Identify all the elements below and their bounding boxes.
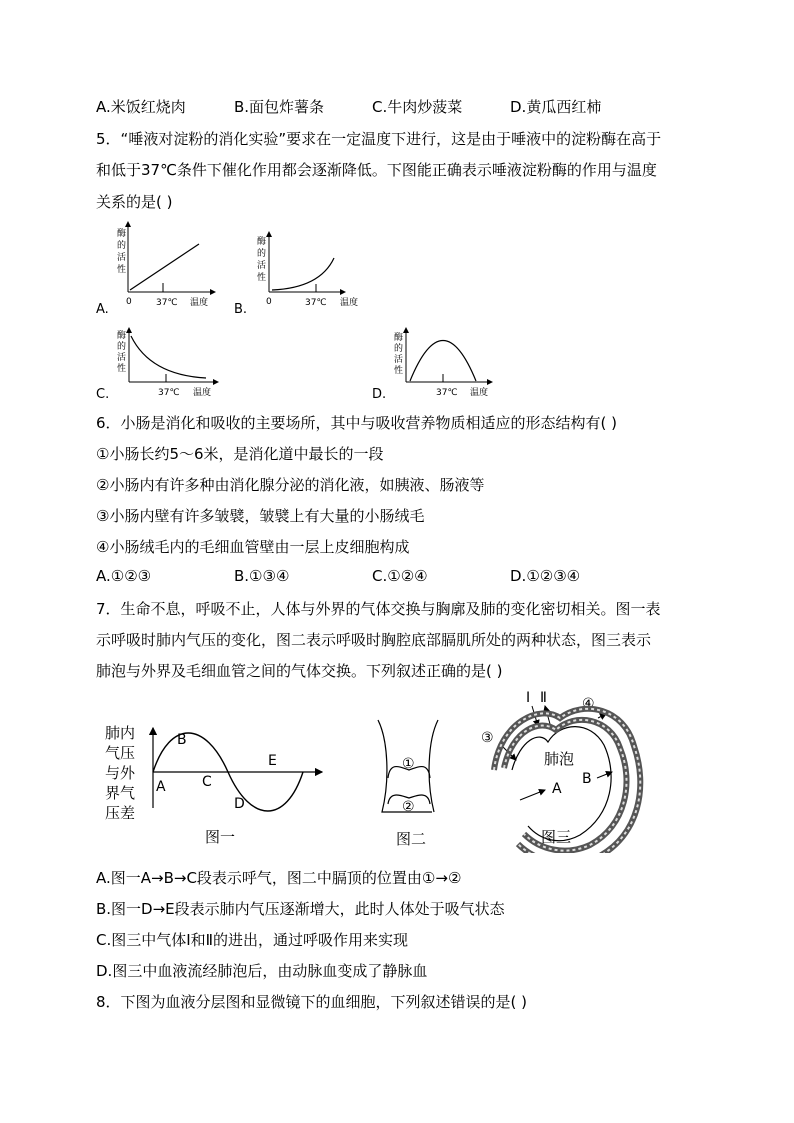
fig1-ylabel-4: 压差 <box>105 804 136 822</box>
fig3-arrow-a: A <box>552 781 562 797</box>
q4-option-d: D.黄瓜西红柿 <box>510 98 602 116</box>
q5-letter-a: A. <box>96 302 109 317</box>
q5-graph-b <box>234 232 358 317</box>
q5-stem-line3: 关系的是( ) <box>96 193 173 211</box>
fig1-ylabel-0: 肺内 <box>105 724 136 742</box>
fig3-caption: 图三 <box>541 828 572 846</box>
fig1-point-b: B <box>177 732 187 748</box>
fig1-caption: 图一 <box>205 828 236 846</box>
q6-stem: 6．小肠是消化和吸收的主要场所，其中与吸收营养物质相适应的形态结构有( ) <box>96 414 618 432</box>
q5-graph-a <box>96 222 215 317</box>
fig3-arrow-b: B <box>582 771 592 787</box>
q5-d-ylabel-1: 的 <box>394 344 404 354</box>
fig3-alveolus-label: 肺泡 <box>544 750 575 768</box>
q5-letter-c: C. <box>96 387 110 402</box>
q7-option-a: A.图一A→B→C段表示呼气，图二中膈顶的位置由①→② <box>96 869 462 887</box>
q4-option-c: C.牛肉炒菠菜 <box>372 98 463 116</box>
q4-option-a: A.米饭红烧肉 <box>96 98 186 116</box>
q6-option-a: A.①②③ <box>96 567 152 585</box>
fig3-gas-1: Ⅰ <box>526 690 531 706</box>
q5-c-ylabel-3: 性 <box>117 364 127 374</box>
q5-d-ylabel-2: 活 <box>394 355 404 365</box>
q7-figure-3 <box>481 690 640 853</box>
q7-option-c: C.图三中气体Ⅰ和Ⅱ的进出，通过呼吸作用来实现 <box>96 931 409 949</box>
fig3-vessel-4: ④ <box>582 696 595 712</box>
q5-c-curve <box>131 336 206 378</box>
q7-option-d: D.图三中血液流经肺泡后，由动脉血变成了静脉血 <box>96 962 428 980</box>
q5-c-ylabel-2: 活 <box>117 353 127 363</box>
q7-stem-line3: 肺泡与外界及毛细血管之间的气体交换。下列叙述正确的是( ) <box>96 662 503 680</box>
fig2-caption: 图二 <box>396 830 427 848</box>
q5-b-ylabel-2: 活 <box>257 261 267 271</box>
fig3-vessel-3: ③ <box>481 730 494 746</box>
q5-a-ylabel-0: 酶 <box>117 229 127 239</box>
q7-stem-line1: 7．生命不息，呼吸不止，人体与外界的气体交换与胸廓及肺的变化密切相关。图一表 <box>96 600 661 618</box>
q5-c-ylabel-1: 的 <box>117 342 127 352</box>
q5-b-origin: 0 <box>266 297 272 307</box>
q5-c-temp: 37℃ <box>158 388 180 398</box>
q6-option-d: D.①②③④ <box>510 567 581 585</box>
q5-b-temp: 37℃ <box>305 298 327 308</box>
q5-b-ylabel-1: 的 <box>257 249 267 259</box>
q5-letter-d: D. <box>372 387 387 402</box>
q5-a-curve <box>130 244 199 290</box>
q5-c-ylabel-0: 酶 <box>117 331 127 341</box>
q5-d-xlabel: 温度 <box>470 388 489 398</box>
q5-b-ylabel-0: 酶 <box>257 237 267 247</box>
fig1-ylabel-2: 与外 <box>105 764 136 782</box>
q7-figure-2 <box>378 720 438 848</box>
fig1-point-e: E <box>268 753 277 769</box>
q5-a-ylabel-1: 的 <box>117 241 127 251</box>
q6-item-3: ③小肠内壁有许多皱襞，皱襞上有大量的小肠绒毛 <box>96 507 425 525</box>
q5-b-xlabel: 温度 <box>340 298 359 308</box>
fig2-label-1: ① <box>402 756 415 772</box>
q7-figures <box>0 688 794 853</box>
q5-stem-line1: 5．“唾液对淀粉的消化实验”要求在一定温度下进行，这是由于唾液中的淀粉酶在高于 <box>96 130 662 148</box>
q6-option-b: B.①③④ <box>234 567 290 585</box>
fig1-point-d: D <box>234 796 245 812</box>
q6-item-4: ④小肠绒毛内的毛细血管壁由一层上皮细胞构成 <box>96 538 410 556</box>
q6-option-c: C.①②④ <box>372 567 428 585</box>
q5-letter-b: B. <box>234 302 248 317</box>
q5-a-ylabel-2: 活 <box>117 253 127 263</box>
q5-a-origin: 0 <box>126 297 132 307</box>
fig1-ylabel-3: 界气 <box>105 784 136 802</box>
fig1-point-a: A <box>156 779 166 795</box>
q5-graph-c <box>96 328 218 402</box>
q5-a-xlabel: 温度 <box>190 298 209 308</box>
q5-a-ylabel-3: 性 <box>117 265 127 275</box>
fig1-point-c: C <box>202 774 212 790</box>
q7-figure-1 <box>105 724 322 846</box>
q5-stem-line2: 和低于37℃条件下催化作用都会逐渐降低。下图能正确表示唾液淀粉酶的作用与温度 <box>96 161 657 179</box>
fig2-label-2: ② <box>402 799 415 815</box>
q5-d-ylabel-3: 性 <box>394 366 404 376</box>
q5-graph-d <box>372 328 492 402</box>
q5-b-ylabel-3: 性 <box>257 273 267 283</box>
fig3-gas-2: Ⅱ <box>540 690 547 706</box>
q5-d-temp: 37℃ <box>436 388 458 398</box>
q5-c-xlabel: 温度 <box>193 388 212 398</box>
q5-d-ylabel-0: 酶 <box>394 333 404 343</box>
q5-graphs <box>0 218 794 408</box>
q5-b-curve <box>272 258 334 290</box>
q8-stem: 8．下图为血液分层图和显微镜下的血细胞，下列叙述错误的是( ) <box>96 993 528 1011</box>
q6-item-2: ②小肠内有许多种由消化腺分泌的消化液，如胰液、肠液等 <box>96 476 485 494</box>
q6-item-1: ①小肠长约5～6米，是消化道中最长的一段 <box>96 445 384 463</box>
q4-option-b: B.面包炸薯条 <box>234 98 325 116</box>
q7-stem-line2: 示呼吸时肺内气压的变化，图二表示呼吸时胸腔底部膈肌所处的两种状态，图三表示 <box>96 631 652 649</box>
q7-option-b: B.图一D→E段表示肺内气压逐渐增大，此时人体处于吸气状态 <box>96 900 505 918</box>
q5-a-temp: 37℃ <box>156 298 178 308</box>
fig1-ylabel-1: 气压 <box>105 744 136 762</box>
